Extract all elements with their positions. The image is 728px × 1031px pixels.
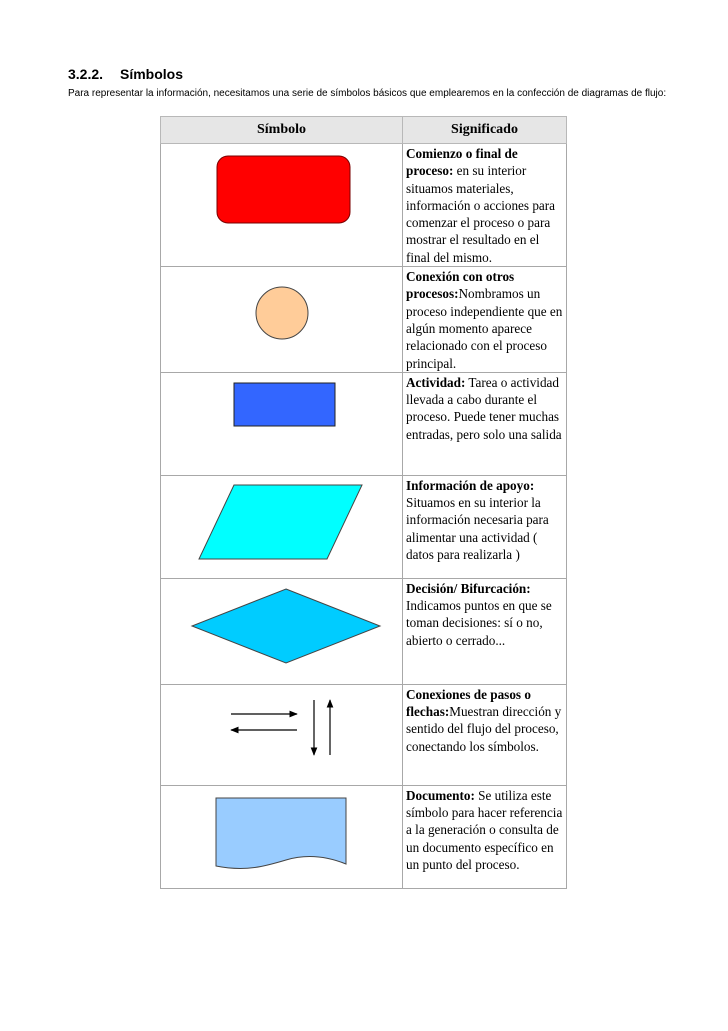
symbol-cell bbox=[161, 578, 403, 684]
meaning-term: Actividad: bbox=[406, 374, 466, 390]
meaning-term: Conexión con otros procesos: bbox=[406, 269, 515, 302]
rounded-rectangle-icon bbox=[161, 144, 403, 266]
symbol-cell bbox=[161, 267, 403, 373]
header-simbolo: Símbolo bbox=[161, 117, 403, 144]
meaning-text: en su interior situamos materiales, información o acciones para comenzar el proceso o para mostrar el resultado en el final del mismo. bbox=[406, 163, 556, 265]
meaning-text: Tarea o actividad llevada a cabo durante el proceso. Puede tener muchas entradas, pero solo una salida bbox=[406, 374, 562, 442]
table-row bbox=[161, 684, 567, 785]
meaning-term: Información de apoyo: bbox=[406, 477, 535, 493]
symbol-cell bbox=[161, 785, 403, 888]
meaning-text: Muestran dirección y sentido del flujo del proceso, conectando los símbolos. bbox=[406, 704, 562, 754]
section-title: Símbolos bbox=[120, 66, 184, 82]
meaning-cell bbox=[403, 785, 567, 888]
meaning-cell bbox=[403, 267, 567, 373]
meaning-term: Decisión/ Bifurcación: bbox=[406, 580, 531, 596]
meaning-cell bbox=[403, 578, 567, 684]
parallelogram-icon bbox=[161, 476, 403, 579]
circle-icon bbox=[161, 267, 403, 370]
section-number: 3.2.2. bbox=[68, 66, 104, 82]
table-row bbox=[161, 267, 567, 373]
table-row bbox=[161, 475, 567, 578]
meaning-term: Comienzo o final de proceso: bbox=[406, 146, 518, 179]
meaning-text: Indicamos puntos en que se toman decisiones: sí o no, abierto o cerrado... bbox=[406, 598, 552, 648]
intro-paragraph: Para representar la información, necesitamos una serie de símbolos básicos que emplearemos en la confección de diagramas de flujo: bbox=[68, 88, 667, 99]
meaning-term: Documento: bbox=[406, 787, 475, 803]
meaning-cell bbox=[403, 475, 567, 578]
table-row bbox=[161, 578, 567, 684]
meaning-text: Situamos en su interior la información necesaria para alimentar una actividad ( datos para realizarla ) bbox=[406, 495, 549, 563]
meaning-cell bbox=[403, 372, 567, 475]
table-row bbox=[161, 144, 567, 267]
symbol-cell bbox=[161, 475, 403, 578]
meaning-text: Nombramos un proceso independiente que en algún momento aparece relacionado con el proceso principal. bbox=[406, 286, 563, 371]
table-row bbox=[161, 372, 567, 475]
arrows-icon bbox=[161, 685, 403, 786]
symbol-cell bbox=[161, 684, 403, 785]
diamond-icon bbox=[161, 579, 403, 685]
table-row bbox=[161, 785, 567, 888]
symbol-cell bbox=[161, 144, 403, 267]
meaning-cell bbox=[403, 144, 567, 267]
document-icon bbox=[161, 786, 403, 889]
symbol-cell bbox=[161, 372, 403, 475]
meaning-cell bbox=[403, 684, 567, 785]
meaning-text: Se utiliza este símbolo para hacer referencia a la generación o consulta de un documento específico en un punto del proceso. bbox=[406, 787, 563, 873]
header-significado: Significado bbox=[403, 117, 567, 144]
section-heading bbox=[68, 66, 183, 82]
symbols-table bbox=[160, 116, 567, 889]
rectangle-icon bbox=[161, 373, 403, 476]
meaning-term: Conexiones de pasos o flechas: bbox=[406, 686, 531, 720]
table-header-row bbox=[161, 117, 567, 144]
